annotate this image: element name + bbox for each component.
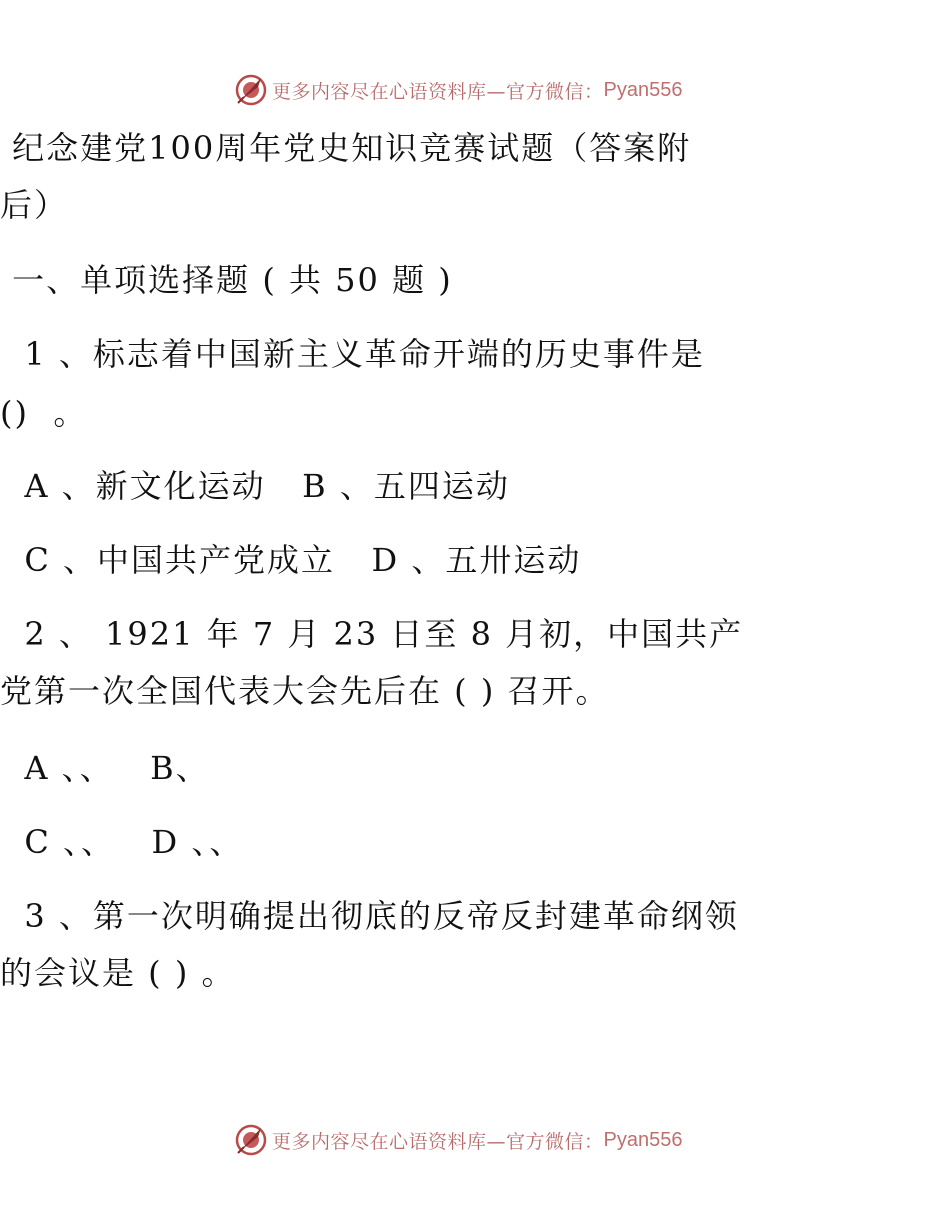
question-2-line-1: 2 、 1921 年 7 月 23 日至 8 月初，中国共产 <box>0 615 744 653</box>
banner-text: 更多内容尽在心语资料库—官方微信： <box>272 1130 604 1153</box>
document-title-line-1: 纪念建党100周年党史知识竞赛试题（答案附 <box>0 129 692 167</box>
question-1-line-1: 1 、标志着中国新主义革命开端的历史事件是 <box>0 335 705 373</box>
question-2-options-ab: A 、、 B、 <box>0 749 210 787</box>
header-watermark-banner <box>0 70 950 110</box>
question-3-line-1: 3 、第一次明确提出彻底的反帝反封建革命纲领 <box>0 897 739 935</box>
question-2-options-cd: C 、、 D 、、 <box>0 823 244 861</box>
quill-logo-icon <box>234 1123 268 1157</box>
question-1-options-cd: C 、中国共产党成立 D 、五卅运动 <box>0 541 582 579</box>
question-3-line-2: 的会议是 ( ) 。 <box>0 954 236 992</box>
quill-logo-icon <box>234 73 268 107</box>
banner-text: 更多内容尽在心语资料库—官方微信： <box>272 80 604 103</box>
banner-wechat-account: Pyan556 <box>603 1128 683 1151</box>
document-title-line-2: 后） <box>0 186 69 224</box>
question-2-line-2: 党第一次全国代表大会先后在 ( ) 召开。 <box>0 672 610 710</box>
question-1-options-ab: A 、新文化运动 B 、五四运动 <box>0 467 510 505</box>
question-1-line-2: () 。 <box>0 394 88 432</box>
section-heading: 一、单项选择题 ( 共 50 题 ) <box>0 261 453 299</box>
footer-watermark-banner <box>0 1120 950 1160</box>
banner-wechat-account: Pyan556 <box>603 78 683 101</box>
